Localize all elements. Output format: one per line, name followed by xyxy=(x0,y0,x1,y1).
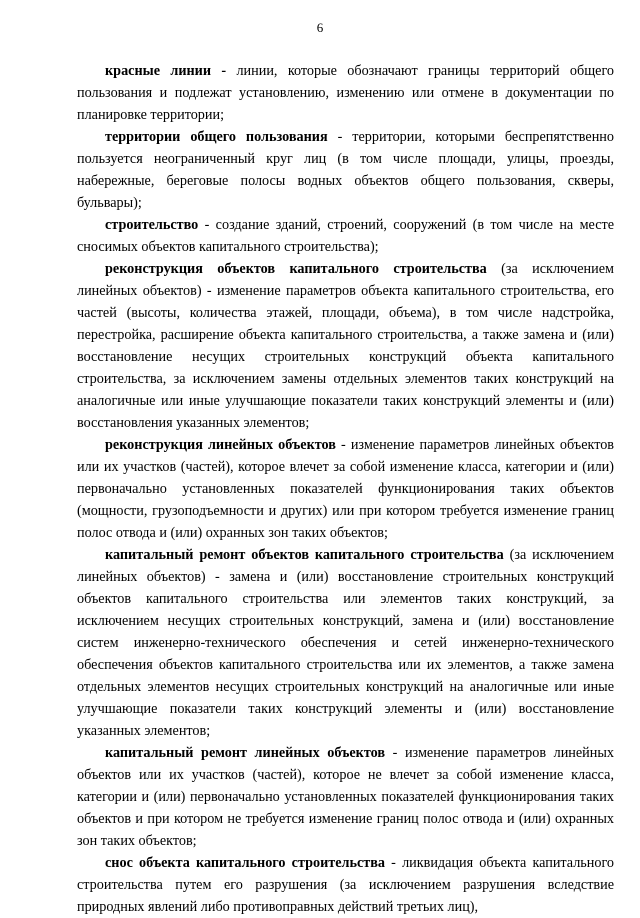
page-number: 6 xyxy=(316,20,324,35)
defined-term: красные линии - xyxy=(105,63,227,79)
definition-paragraph xyxy=(77,434,614,544)
definition-text: - территории, которыми беспрепятственно пользуется неограниченный круг лиц (в том числе площади, улицы, проезды, набережные, береговые полосы водных объектов общего пользования, скверы, бульвары); xyxy=(77,129,614,211)
document-body xyxy=(77,60,614,918)
definition-text: - ликвидация объекта капитального строительства путем его разрушения (за исключением разрушения вследствие природных явлений либо противоправных действий третьих лиц), xyxy=(77,855,615,915)
defined-term: капитальный ремонт линейных объектов xyxy=(105,745,386,761)
definition-paragraph xyxy=(77,60,614,126)
defined-term: снос объекта капитального строительства xyxy=(105,855,386,871)
definition-paragraph xyxy=(77,214,614,258)
definition-text: - изменение параметров линейных объектов или их участков (частей), которое не влечет за собой изменение класса, категории и (или) первоначально установленных показателей функционирования таких объектов и при котором не требуется изменение границ полос отвода и (или) охранных зон таких объектов; xyxy=(77,745,614,849)
definition-text: - изменение параметров линейных объектов или их участков (частей), которое влечет за собой изменение класса, категории и (или) первоначально установленных показателей функционирования таких объектов (мощности, грузоподъемности и других) или при котором требуется изменение границ полос отвода и (или) охранных зон таких объектов; xyxy=(77,437,614,541)
definition-text: линии, которые обозначают границы территорий общего пользования и подлежат установлению, изменению или отмене в документации по планировке территории; xyxy=(77,63,614,123)
definition-text: - создание зданий, строений, сооружений (в том числе на месте сносимых объектов капитального строительства); xyxy=(77,217,614,255)
definition-text: (за исключением линейных объектов) - изменение параметров объекта капитального строительства, его частей (высоты, количества этажей, площади, объема), в том числе надстройка, перестройка, расширение объекта капитального строительства, а также замена и (или) восстановление несущих строительных конструкций объекта капитального строительства, за исключением замены отдельных элементов таких конструкций на аналогичные или иные улучшающие показатели таких конструкций элементы и (или) восстановления указанных элементов; xyxy=(77,261,614,431)
defined-term: реконструкция объектов капитального строительства xyxy=(105,261,487,277)
defined-term: капитальный ремонт объектов капитального строительства xyxy=(105,547,504,563)
definition-paragraph xyxy=(77,544,614,742)
definition-paragraph xyxy=(77,258,614,434)
defined-term: территории общего пользования xyxy=(105,129,328,145)
definition-paragraph xyxy=(77,852,614,918)
definition-paragraph xyxy=(77,742,614,852)
definition-paragraph xyxy=(77,126,614,214)
defined-term: строительство xyxy=(105,217,199,233)
defined-term: реконструкция линейных объектов xyxy=(105,437,336,453)
definition-text: (за исключением линейных объектов) - замена и (или) восстановление строительных конструкций объектов капитального строительства или элементов таких конструкций, за исключением несущих строительных конструкций, замена и (или) восстановление систем инженерно-технического обеспечения и сетей инженерно-технического обеспечения объектов капитального строительства или их элементов, а также замена отдельных элементов несущих строительных конструкций на аналогичные или иные улучшающие показатели таких конструкций элементы и (или) восстановление указанных элементов; xyxy=(77,547,614,739)
